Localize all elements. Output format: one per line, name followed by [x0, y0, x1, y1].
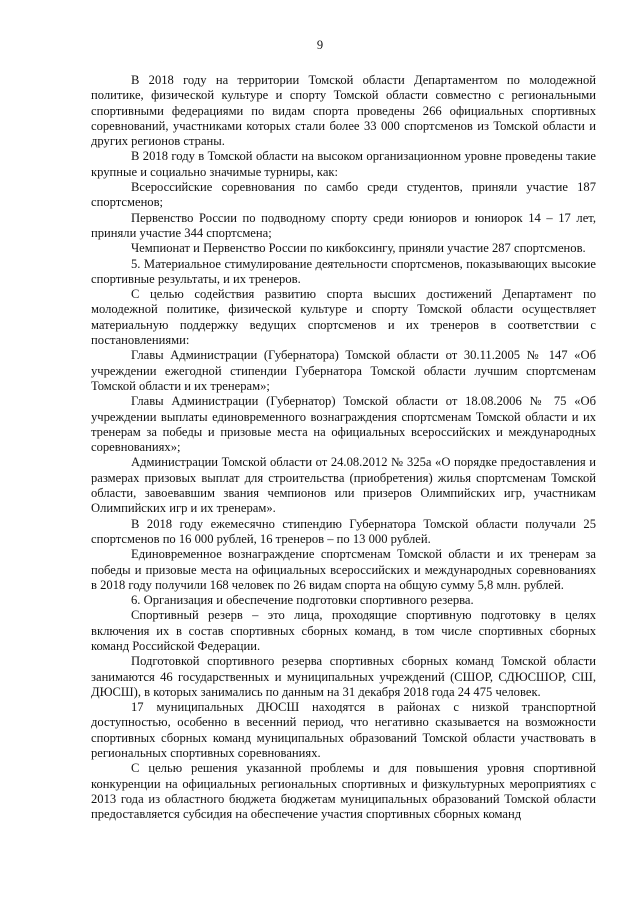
paragraph: Подготовкой спортивного резерва спортивных сборных команд Томской области занимаются 46 государственных и муниципальных учреждений (СШОР, СДЮСШОР, СШ, ДЮСШ), в которых занимались по данным на 31 декабря 2018 года 24 475 человек.: [91, 654, 596, 699]
paragraph: С целью содействия развитию спорта высших достижений Департамент по молодежной политике, физической культуре и спорту Томской области осуществляет материальную поддержку ведущих спортсменов и их тренеров в соответствии с постановлениями:: [91, 287, 596, 348]
paragraph: Спортивный резерв – это лица, проходящие спортивную подготовку в целях включения их в состав спортивных сборных команд, в том числе спортивных сборных команд Российской Федерации.: [91, 608, 596, 653]
paragraph: Администрации Томской области от 24.08.2012 № 325а «О порядке предоставления и размерах призовых выплат для строительства (приобретения) жилья спортсменам Томской области, завоевавшим звания чемпионов или призеров Олимпийских игр, участникам Олимпийских игр и их тренерам».: [91, 455, 596, 516]
paragraph: Всероссийские соревнования по самбо среди студентов, приняли участие 187 спортсменов;: [91, 180, 596, 210]
paragraph: В 2018 году на территории Томской области Департаментом по молодежной политике, физической культуре и спорту Томской области совместно с региональными спортивными федерациями по видам спорта проведены 266 официальных спортивных соревнований, участниками которых стали более 33 000 спортсменов из Томской области и других регионов страны.: [91, 73, 596, 149]
paragraph: С целью решения указанной проблемы и для повышения уровня спортивной конкуренции на официальных региональных спортивных и физкультурных мероприятиях с 2013 года из областного бюджета бюджетам муниципальных образований Томской области предоставляется субсидия на обеспечение участия спортивных сборных команд: [91, 761, 596, 822]
paragraph: В 2018 году ежемесячно стипендию Губернатора Томской области получали 25 спортсменов по 16 000 рублей, 16 тренеров – по 13 000 рублей.: [91, 516, 596, 546]
paragraph: Первенство России по подводному спорту среди юниоров и юниорок 14 – 17 лет, приняли участие 344 спортсмена;: [91, 210, 596, 240]
paragraph: 17 муниципальных ДЮСШ находятся в районах с низкой транспортной доступностью, особенно в весенний период, что негативно сказывается на возможности спортивных сборных команд муниципальных образований Томской области участвовать в региональных спортивных соревнованиях.: [91, 700, 596, 761]
paragraph: В 2018 году в Томской области на высоком организационном уровне проведены такие крупные и социально значимые турниры, как:: [91, 149, 596, 179]
document-body: [91, 73, 596, 823]
paragraph: Единовременное вознаграждение спортсменам Томской области и их тренерам за победы и призовые места на официальных всероссийских и международных соревнованиях в 2018 году получили 168 человек по 26 видам спорта на общую сумму 5,8 млн. рублей.: [91, 547, 596, 592]
paragraph: Главы Администрации (Губернатора) Томской области от 30.11.2005 № 147 «Об учреждении ежегодной стипендии Губернатора Томской области лучшим спортсменам Томской области и их тренерам»;: [91, 348, 596, 393]
section-heading: 6. Организация и обеспечение подготовки спортивного резерва.: [131, 593, 474, 608]
paragraph: Главы Администрации (Губернатор) Томской области от 18.08.2006 № 75 «Об учреждении выплаты единовременного вознаграждения спортсменам Томской области и их тренерам за победы и призовые места на официальных всероссийских и международных соревнованиях»;: [91, 394, 596, 455]
section-heading: 5. Материальное стимулирование деятельности спортсменов, показывающих высокие спортивные результаты, и их тренеров.: [91, 256, 596, 286]
paragraph: Чемпионат и Первенство России по кикбоксингу, приняли участие 287 спортсменов.: [131, 241, 586, 256]
page-number: 9: [316, 38, 324, 52]
